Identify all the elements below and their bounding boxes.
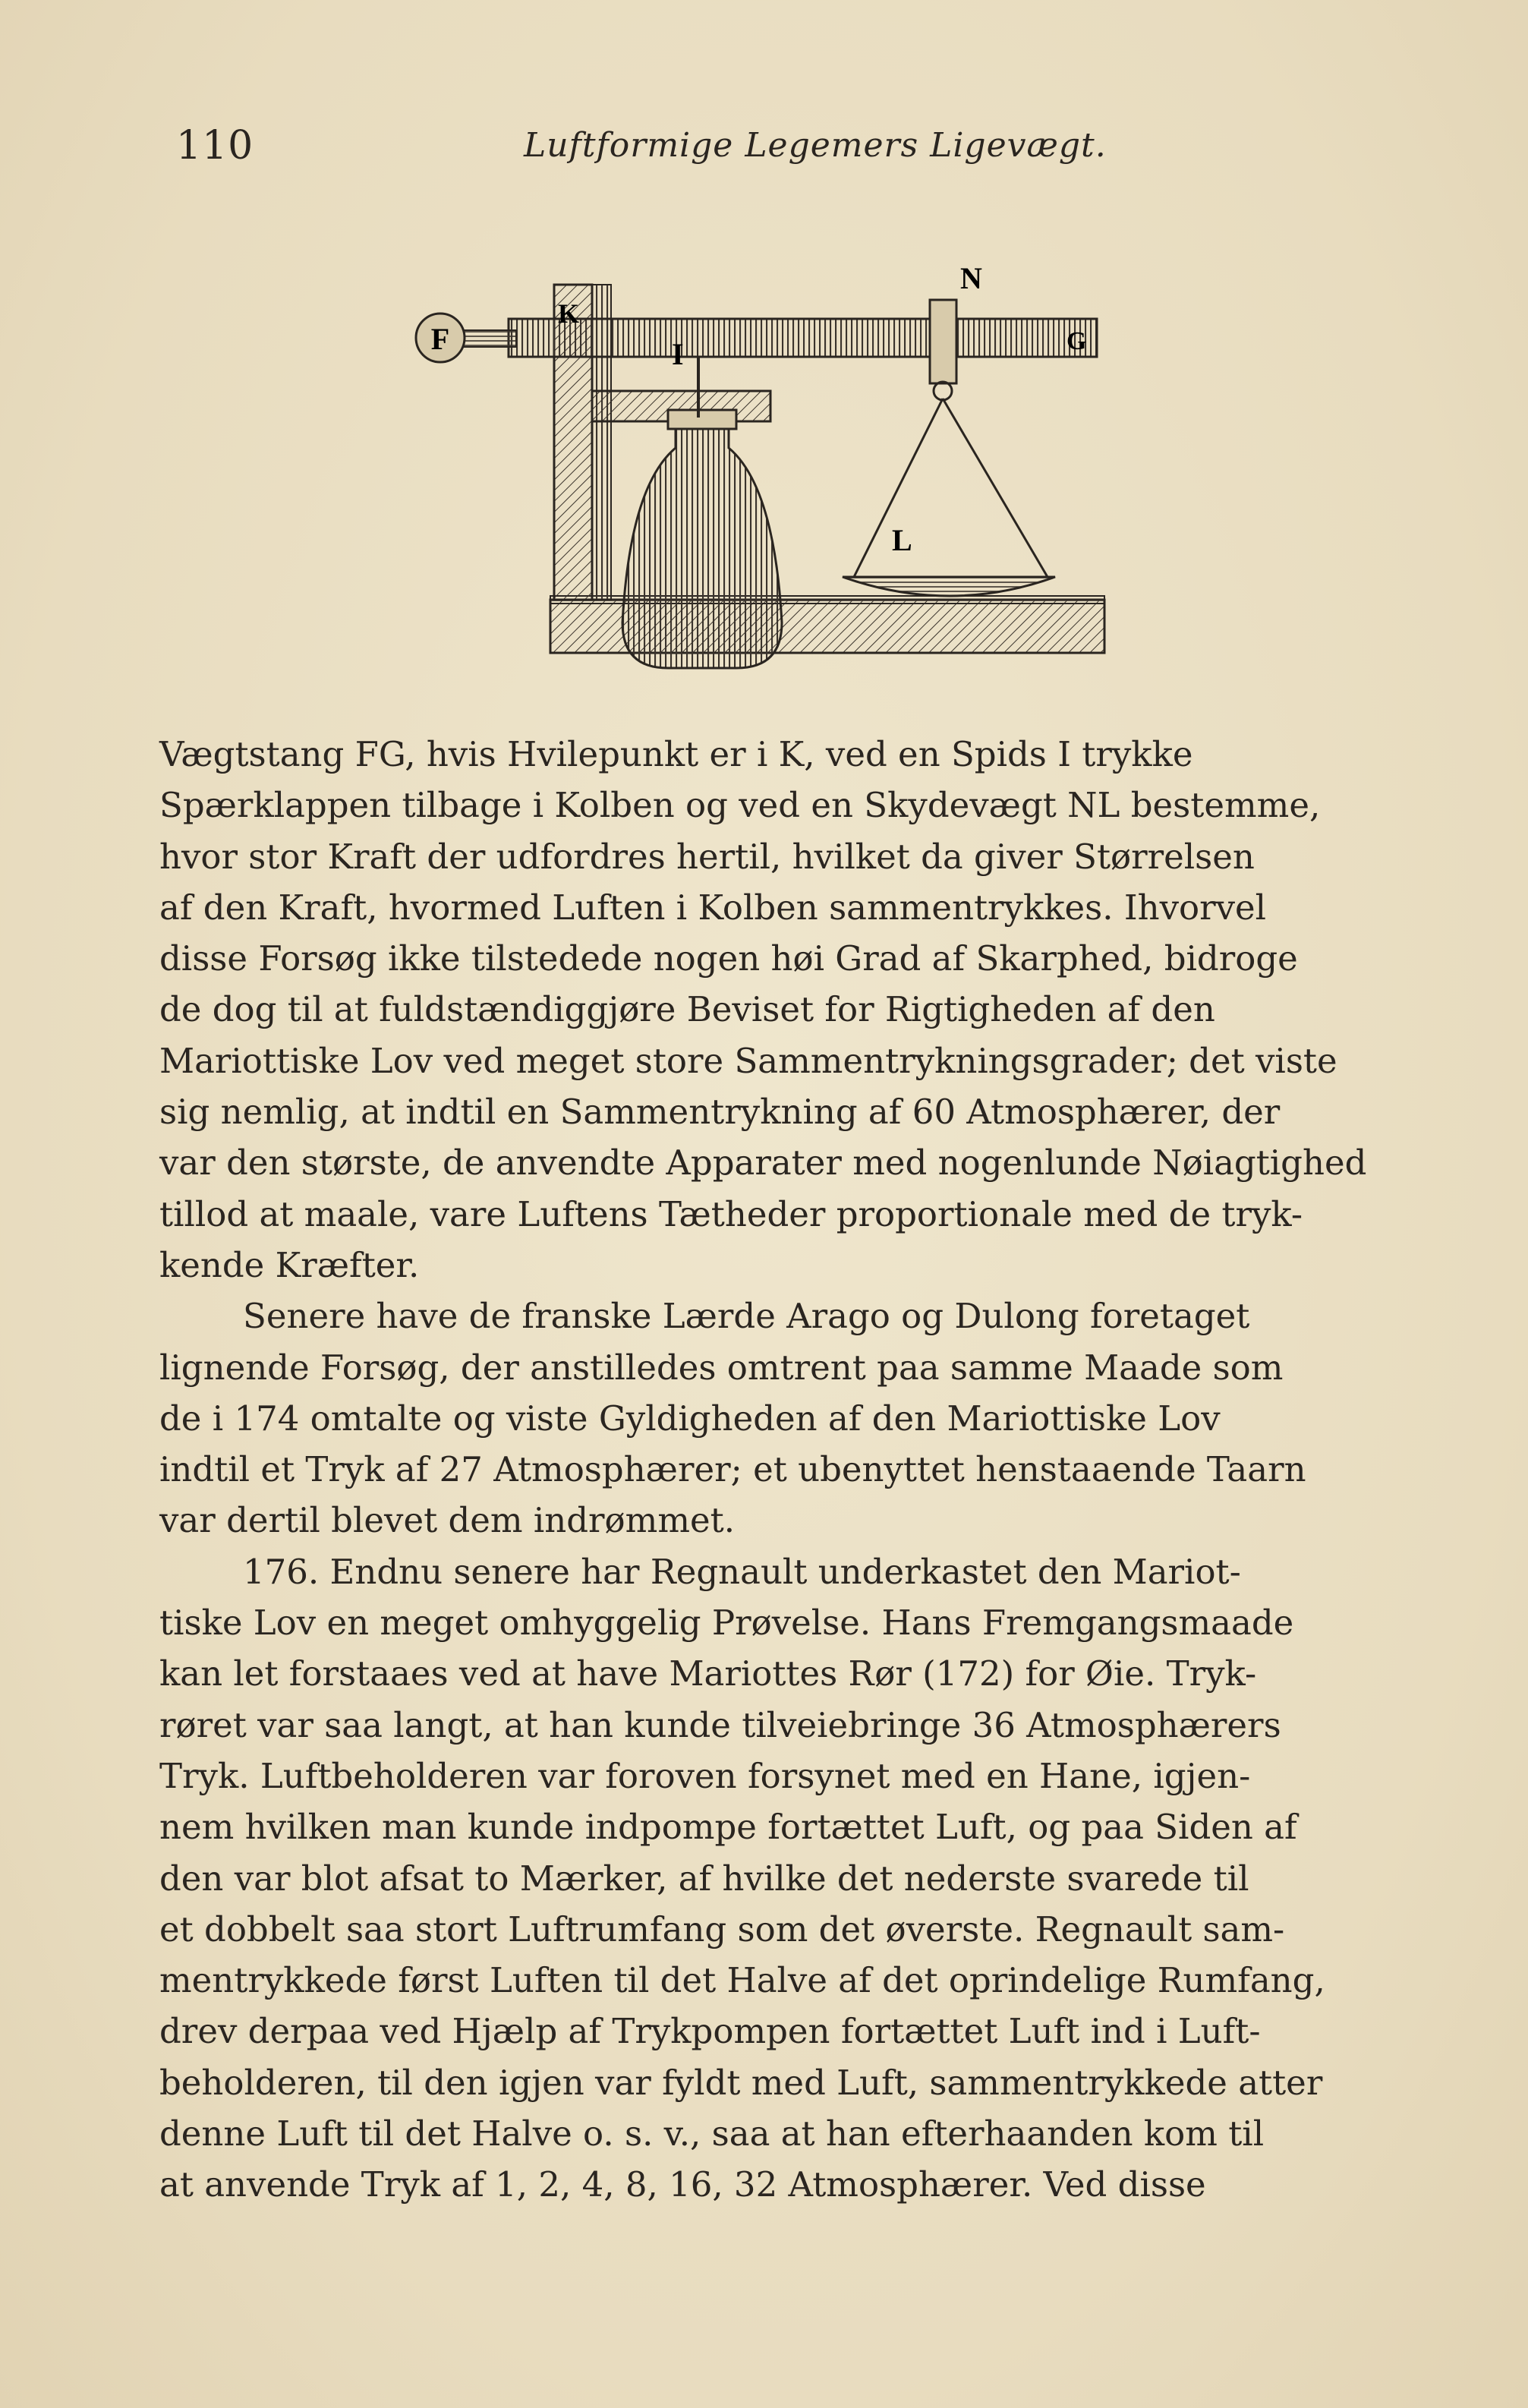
text-line: 176. Endnu senere har Regnault underkastet den Mariot- [243,1551,1241,1592]
text-line: kende Kræfter. [159,1244,420,1285]
paragraph-3 [159,1546,1328,2211]
scale-pan-L [843,577,1055,596]
label-L: L [892,523,912,557]
paragraph-2 [159,1291,1328,1546]
text-line: tillod at maale, vare Luftens Tætheder proportionale med de tryk- [159,1193,1303,1234]
text-line: hvor stor Kraft der udfordres hertil, hvilket da giver Størrelsen [159,836,1255,877]
text-line: nem hvilken man kunde indpompe fortættet Luft, og paa Siden af [159,1807,1297,1848]
text-line: disse Forsøg ikke tilstedede nogen høi Grad af Skarphed, bidroge [159,938,1298,979]
label-N: N [960,261,982,295]
text-line: kan let forstaaes ved at have Mariottes Rør (172) for Øie. Tryk- [159,1653,1257,1694]
text-line: de i 174 omtalte og viste Gyldigheden af den Mariottiske Lov [159,1398,1221,1439]
text-line: røret var saa langt, at han kunde tilveiebringe 36 Atmosphærers [159,1704,1281,1745]
text-line: den var blot afsat to Mærker, af hvilke det nederste svarede til [159,1858,1249,1899]
body-text [159,729,1367,2211]
text-line: Vægtstang FG, hvis Hvilepunkt er i K, ved en Spids I trykke [159,734,1193,774]
label-I: I [672,337,684,371]
text-line: indtil et Tryk af 27 Atmosphærer; et ubenyttet henstaaende Taarn [159,1449,1306,1490]
engraving [357,258,1123,698]
flask [622,421,782,668]
text-line: de dog til at fuldstændiggjøre Beviset for Rigtigheden af den [159,989,1215,1030]
text-line: var dertil blevet dem indrømmet. [159,1500,736,1541]
balance-apparatus-illustration [357,258,1123,698]
text-line: Spærklappen tilbage i Kolben og ved en Skydevægt NL bestemme, [159,785,1321,826]
label-K: K [558,298,580,329]
page-header [0,114,1528,175]
lever-beam [509,319,1097,357]
text-line: denne Luft til det Halve o. s. v., saa at han efterhaanden kom til [159,2113,1265,2154]
text-line: lignende Forsøg, der anstilledes omtrent paa samme Maade som [159,1347,1284,1388]
running-title: Luftformige Legemers Ligevægt. [524,126,1107,165]
page-number: 110 [176,123,254,169]
text-line: af den Kraft, hvormed Luften i Kolben sammentrykkes. Ihvorvel [159,887,1267,928]
text-line: var den største, de anvendte Apparater med nogenlunde Nøiagtighed [159,1143,1367,1184]
text-line: et dobbelt saa stort Luftrumfang som det øverste. Regnault sam- [159,1908,1285,1949]
label-G: G [1066,327,1087,355]
text-line: Tryk. Luftbeholderen var foroven forsynet med en Hane, igjen- [159,1755,1251,1796]
text-line: at anvende Tryk af 1, 2, 4, 8, 16, 32 Atmosphærer. Ved disse [159,2164,1206,2205]
text-line: tiske Lov en meget omhyggelig Prøvelse. Hans Fremgangsmaade [159,1603,1294,1644]
text-line: Mariottiske Lov ved meget store Sammentrykningsgrader; det viste [159,1040,1337,1081]
label-F: F [430,322,450,356]
text-line: beholderen, til den igjen var fyldt med Luft, sammentrykkede atter [159,2062,1323,2103]
paragraph-1 [159,729,1367,1291]
rider-N [930,300,956,383]
text-line: mentrykkede først Luften til det Halve af det oprindelige Rumfang, [159,1960,1325,2001]
text-line: drev derpaa ved Hjælp af Trykpompen fortættet Luft ind i Luft- [159,2011,1261,2052]
text-line: Senere have de franske Lærde Arago og Dulong foretaget [243,1296,1250,1337]
text-line: sig nemlig, at indtil en Sammentrykning af 60 Atmosphærer, der [159,1092,1281,1133]
